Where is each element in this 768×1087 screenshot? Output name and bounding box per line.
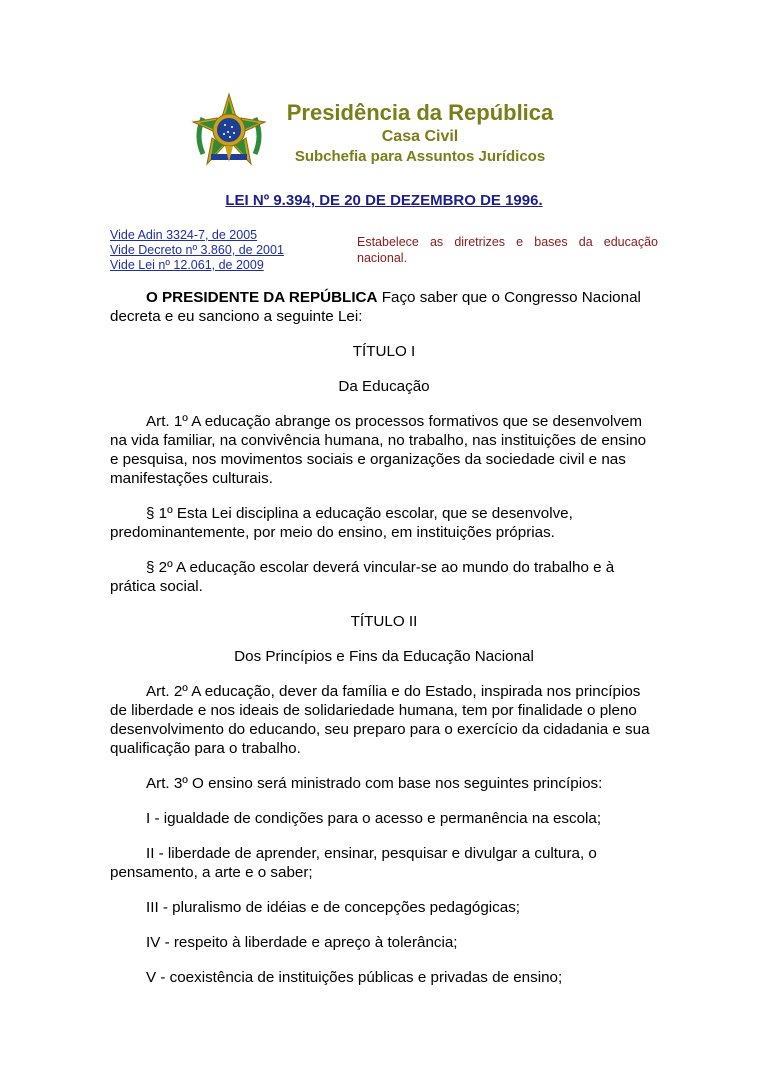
art-1-paragraph-2: § 2º A educação escolar deverá vincular-se ao mundo do trabalho e à prática social. [110,559,615,595]
vide-links [110,228,350,273]
inciso-v: V - coexistência de instituições públicas e privadas de ensino; [146,969,563,986]
inciso-iii: III - pluralismo de idéias e de concepções pedagógicas; [146,899,521,916]
titulo-2-heading: TÍTULO II [350,613,418,630]
preamble [110,288,658,326]
vide-link-lei[interactable]: Vide Lei nº 12.061, de 2009 [110,258,264,272]
art-3: Art. 3º O ensino será ministrado com base nos seguintes princípios: [146,775,603,792]
law-body [110,288,658,1003]
inciso-iv: IV - respeito à liberdade e apreço à tolerância; [146,934,458,951]
titulo-1-heading: TÍTULO I [352,343,416,360]
brazil-coat-of-arms-icon [189,92,269,172]
inciso-i: I - igualdade de condições para o acesso e permanência na escola; [146,810,602,827]
ementa: Estabelece as diretrizes e bases da educação nacional. [357,235,658,265]
titulo-2-name: Dos Princípios e Fins da Educação Nacional [234,648,534,665]
art-2: Art. 2º A educação, dever da família e do Estado, inspirada nos princípios de liberdade e nos ideais de solidariedade humana, tem por finalidade o pleno desenvolvimento do educando, seu preparo para o exercício da cidadania e sua qualificação para o trabalho. [110,683,650,757]
law-title-link[interactable]: LEI Nº 9.394, DE 20 DE DEZEMBRO DE 1996. [225,192,543,209]
preamble-bold: O PRESIDENTE DA REPÚBLICA [146,289,378,306]
art-1: Art. 1º A educação abrange os processos formativos que se desenvolvem na vida familiar, na convivência humana, no trabalho, nas instituições de ensino e pesquisa, nos movimentos sociais e organizações da sociedade civil e nas manifestações culturais. [110,413,647,487]
titulo-1-name: Da Educação [338,378,430,395]
vide-link-adin[interactable]: Vide Adin 3324-7, de 2005 [110,228,258,242]
header-title: Presidência da República [286,100,554,125]
header-subtitle: Casa Civil [381,128,459,145]
header-department: Subchefia para Assuntos Jurídicos [294,148,546,165]
preamble-text: Faço saber que o Congresso Nacional decreta e eu sanciono a seguinte Lei: [110,289,641,325]
art-1-paragraph-1: § 1º Esta Lei disciplina a educação escolar, que se desenvolve, predominantemente, por meio do ensino, em instituições próprias. [110,505,573,541]
inciso-ii: II - liberdade de aprender, ensinar, pesquisar e divulgar a cultura, o pensamento, a arte e o saber; [110,845,597,881]
vide-link-decreto[interactable]: Vide Decreto nº 3.860, de 2001 [110,243,284,257]
